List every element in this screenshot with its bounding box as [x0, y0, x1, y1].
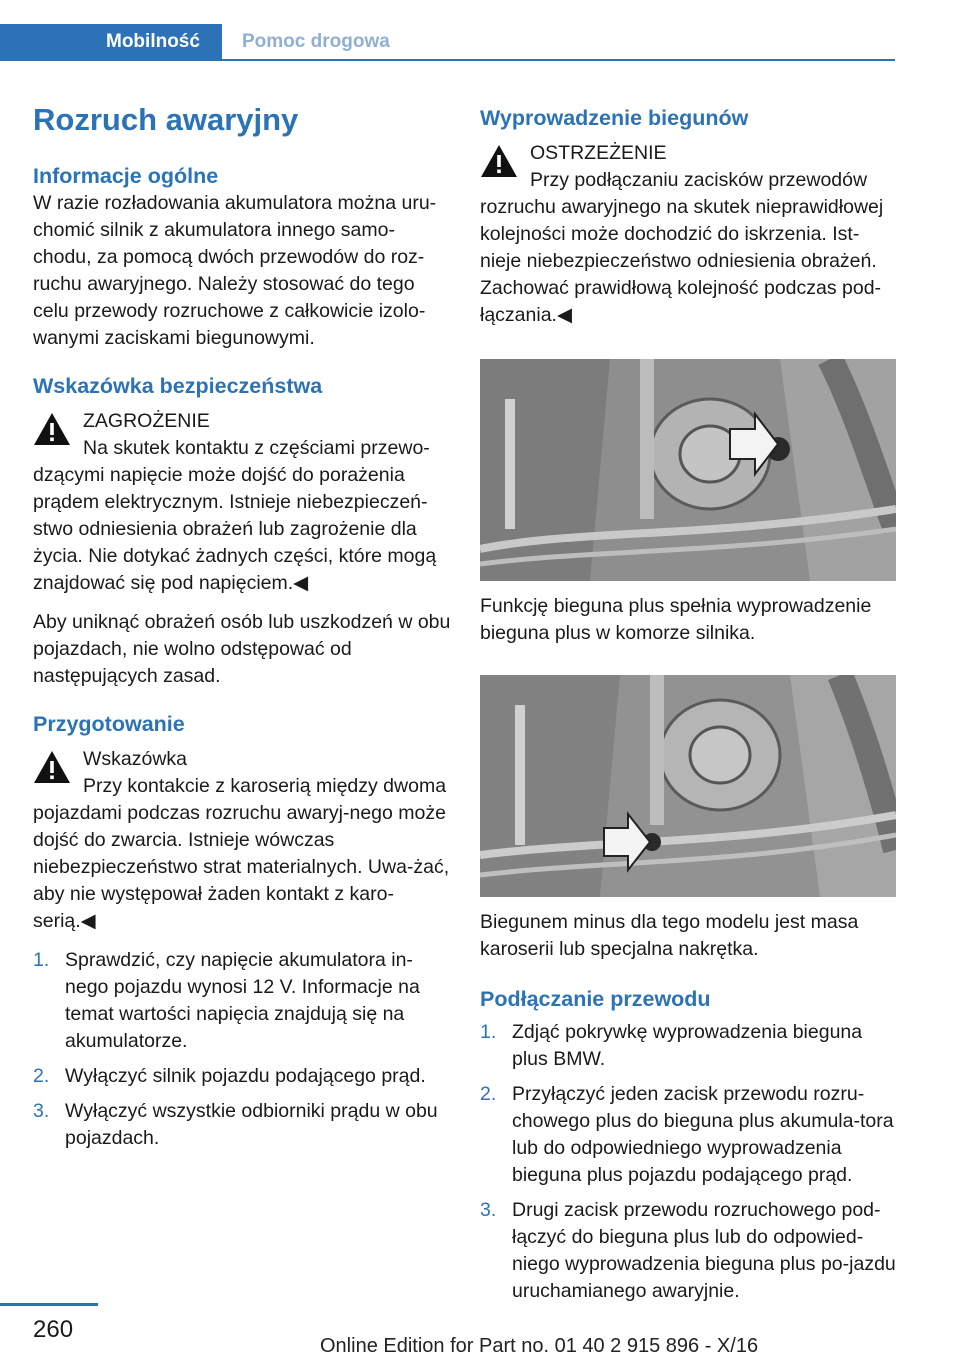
plus-caption: Funkcję bieguna plus spełnia wyprowadzenie bieguna plus w komorze silnika.: [480, 595, 872, 644]
edition-note: Online Edition for Part no. 01 40 2 915 896 - X/16: [320, 1335, 759, 1357]
right-column: [480, 96, 898, 1305]
notice-label: Wskazówka: [83, 748, 188, 770]
step-number: 3.: [480, 1199, 497, 1221]
list-item: [480, 1019, 898, 1073]
notice-block: [33, 746, 451, 935]
step-text: Wyłączyć silnik pojazdu podającego prąd.: [65, 1065, 426, 1087]
danger-block: [33, 408, 451, 597]
notice-text: Przy kontakcie z karoserią między dwoma pojazdami podczas rozruchu awaryj-nego może dojść do zwarcia. Istnieje wówczas niebezpieczeństwo strat materialnych. Uwa-żać, aby nie występował żaden kontakt z karo-serią.◀: [33, 775, 450, 932]
footer-divider: [0, 1303, 98, 1306]
minus-caption: Biegunem minus dla tego modelu jest masa karoserii lub specjalna nakrętka.: [480, 911, 859, 960]
connect-heading: Podłączanie przewodu: [480, 987, 711, 1011]
general-text: W razie rozładowania akumulatora można uru-chomić silnik z akumulatora innego samo-chodu, za pomocą dwóch przewodów do roz-ruchu awaryjnego. Należy stosować do tego celu przewody rozruchowe z całkowicie izolo-wanymi zaciskami biegunowymi.: [33, 192, 437, 349]
engine-bay-plus-terminal-image: [480, 359, 896, 581]
page-title: Rozruch awaryjny: [33, 102, 299, 137]
step-text: Zdjąć pokrywkę wyprowadzenia bieguna plus BMW.: [512, 1021, 863, 1070]
list-item: [33, 1098, 451, 1152]
list-item: [480, 1081, 898, 1189]
danger-text: Na skutek kontaktu z częściami przewo-dzącymi napięcie może dojść do porażenia prądem elektrycznym. Istnieje niebezpieczeń-stwo odniesienia obrażeń lub zagrożenie dla życia. Nie dotykać żadnych części, które mogą znajdować się pod napięciem.◀: [33, 437, 437, 594]
step-text: Drugi zacisk przewodu rozruchowego pod-łączyć do bieguna plus lub do odpowied-niego wyprowadzenia bieguna plus po-jazdu uruchamianego awaryjnie.: [512, 1199, 896, 1302]
prep-heading: Przygotowanie: [33, 712, 185, 736]
list-item: [33, 947, 451, 1055]
header-divider: [0, 59, 895, 61]
step-number: 2.: [33, 1065, 50, 1087]
section-tab[interactable]: Mobilność: [0, 24, 222, 60]
list-item: [480, 1197, 898, 1305]
warning-block: [480, 140, 898, 329]
step-number: 2.: [480, 1083, 497, 1105]
warning-text: Przy podłączaniu zacisków przewodów rozruchu awaryjnego na skutek nieprawidłowej kolejności może dochodzić do iskrzenia. Ist-nieje niebezpieczeństwo odniesienia obrażeń. Zachować prawidłową kolejność podczas pod-łączania.◀: [480, 169, 884, 326]
warning-triangle-icon: [33, 412, 71, 446]
warning-triangle-icon: [33, 750, 71, 784]
warning-triangle-icon: [480, 144, 518, 178]
terminals-heading: Wyprowadzenie biegunów: [480, 106, 749, 130]
general-heading: Informacje ogólne: [33, 164, 219, 188]
step-number: 1.: [480, 1021, 497, 1043]
preparation-steps: [33, 947, 451, 1152]
step-number: 3.: [33, 1100, 50, 1122]
page-header: [0, 0, 960, 62]
step-text: Sprawdzić, czy napięcie akumulatora in-nego pojazdu wynosi 12 V. Informacje na temat wartości napięcia znajdują się na akumulatorze.: [65, 949, 420, 1052]
engine-bay-minus-terminal-image: [480, 675, 896, 897]
step-text: Wyłączyć wszystkie odbiorniki prądu w obu pojazdach.: [65, 1100, 438, 1149]
list-item: [33, 1063, 451, 1090]
step-text: Przyłączyć jeden zacisk przewodu rozru-chowego plus do bieguna plus akumula-tora lub do odpowiedniego wyprowadzenia bieguna plus pojazdu podającego prąd.: [512, 1083, 894, 1186]
left-column: [33, 96, 451, 1152]
danger-label: ZAGROŻENIE: [83, 410, 210, 432]
page-number: 260: [33, 1316, 74, 1343]
safety-heading: Wskazówka bezpieczeństwa: [33, 374, 323, 398]
subsection-tab[interactable]: Pomoc drogowa: [242, 31, 390, 52]
connection-steps: [480, 1019, 898, 1305]
avoid-text: Aby uniknąć obrażeń osób lub uszkodzeń w obu pojazdach, nie wolno odstępować od następujących zasad.: [33, 611, 451, 687]
warning-label: OSTRZEŻENIE: [530, 142, 667, 164]
step-number: 1.: [33, 949, 50, 971]
